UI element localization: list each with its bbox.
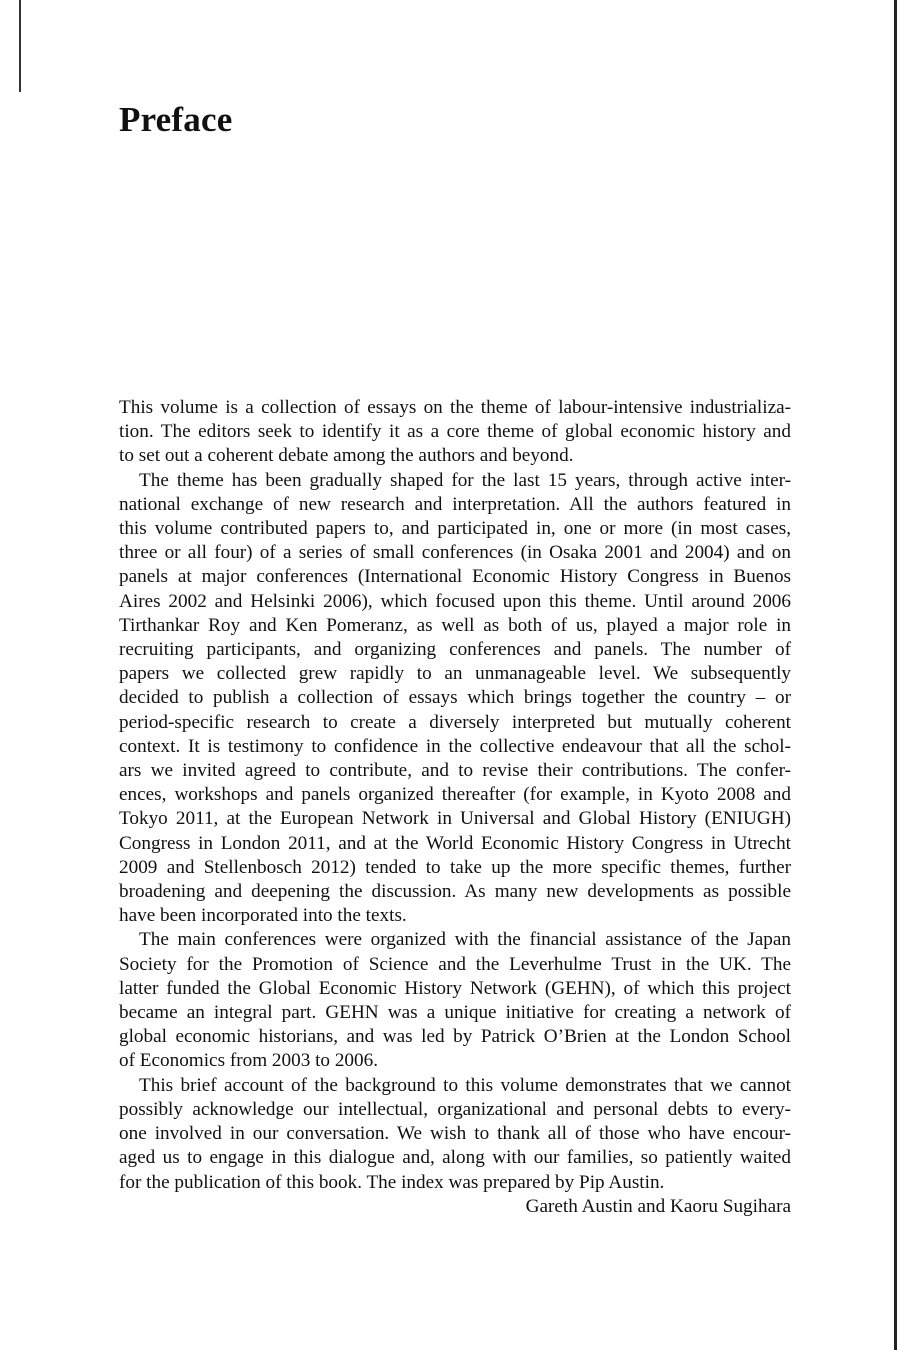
text-line: panels at major conferences (International Economic History Congress in Buenos <box>119 566 791 588</box>
text-line: became an integral part. GEHN was a unique initiative for creating a network of <box>119 1002 791 1024</box>
text-line: This brief account of the background to this volume demonstrates that we cannot <box>139 1074 791 1096</box>
text-line: possibly acknowledge our intellectual, organizational and personal debts to every- <box>119 1098 791 1120</box>
text-line: broadening and deepening the discussion. As many new developments as possible <box>119 881 791 903</box>
text-line: The theme has been gradually shaped for the last 15 years, through active inter- <box>139 469 791 491</box>
preface-body <box>119 396 791 1219</box>
text-line: ences, workshops and panels organized thereafter (for example, in Kyoto 2008 and <box>119 784 791 806</box>
page-title: Preface <box>119 100 233 139</box>
text-line: have been incorporated into the texts. <box>119 905 407 927</box>
text-line: ars we invited agreed to contribute, and to revise their contributions. The confer- <box>119 760 791 782</box>
text-line: national exchange of new research and interpretation. All the authors featured in <box>119 493 791 515</box>
text-line: Tokyo 2011, at the European Network in Universal and Global History (ENIUGH) <box>119 808 791 830</box>
paragraph <box>119 396 791 469</box>
text-line: context. It is testimony to confidence in the collective endeavour that all the schol- <box>119 735 791 757</box>
paragraph <box>119 469 791 929</box>
text-line: to set out a coherent debate among the authors and beyond. <box>119 445 574 467</box>
text-line: latter funded the Global Economic History Network (GEHN), of which this project <box>119 977 791 999</box>
text-line: tion. The editors seek to identify it as a core theme of global economic history and <box>119 421 791 443</box>
text-line: for the publication of this book. The index was prepared by Pip Austin. <box>119 1171 665 1193</box>
signature: Gareth Austin and Kaoru Sugihara <box>525 1195 791 1217</box>
scan-edge-right <box>894 0 897 1350</box>
text-line: Tirthankar Roy and Ken Pomeranz, as well as both of us, played a major role in <box>119 614 791 636</box>
text-line: This volume is a collection of essays on the theme of labour-intensive industrializa- <box>119 397 791 418</box>
text-line: one involved in our conversation. We wish to thank all of those who have encour- <box>119 1123 791 1145</box>
paragraph <box>119 1074 791 1195</box>
text-line: global economic historians, and was led by Patrick O’Brien at the London School <box>119 1026 791 1048</box>
scan-edge-left <box>19 0 21 92</box>
text-line: aged us to engage in this dialogue and, along with our families, so patiently waited <box>119 1147 791 1169</box>
text-line: decided to publish a collection of essays which brings together the country – or <box>119 687 791 709</box>
text-line: this volume contributed papers to, and participated in, one or more (in most cases, <box>119 518 791 540</box>
text-line: Aires 2002 and Helsinki 2006), which focused upon this theme. Until around 2006 <box>119 590 791 612</box>
text-line: papers we collected grew rapidly to an unmanageable level. We subsequently <box>119 663 791 685</box>
text-line: Society for the Promotion of Science and the Leverhulme Trust in the UK. The <box>119 953 791 975</box>
text-line: period-specific research to create a diversely interpreted but mutually coherent <box>119 711 791 733</box>
text-line: recruiting participants, and organizing conferences and panels. The number of <box>119 639 791 661</box>
paragraph <box>119 928 791 1073</box>
text-line: 2009 and Stellenbosch 2012) tended to take up the more specific themes, further <box>119 856 791 878</box>
text-line: Congress in London 2011, and at the World Economic History Congress in Utrecht <box>119 832 791 854</box>
text-line: three or all four) of a series of small conferences (in Osaka 2001 and 2004) and on <box>119 542 791 564</box>
text-line: of Economics from 2003 to 2006. <box>119 1050 378 1072</box>
text-line: The main conferences were organized with the financial assistance of the Japan <box>139 929 791 951</box>
